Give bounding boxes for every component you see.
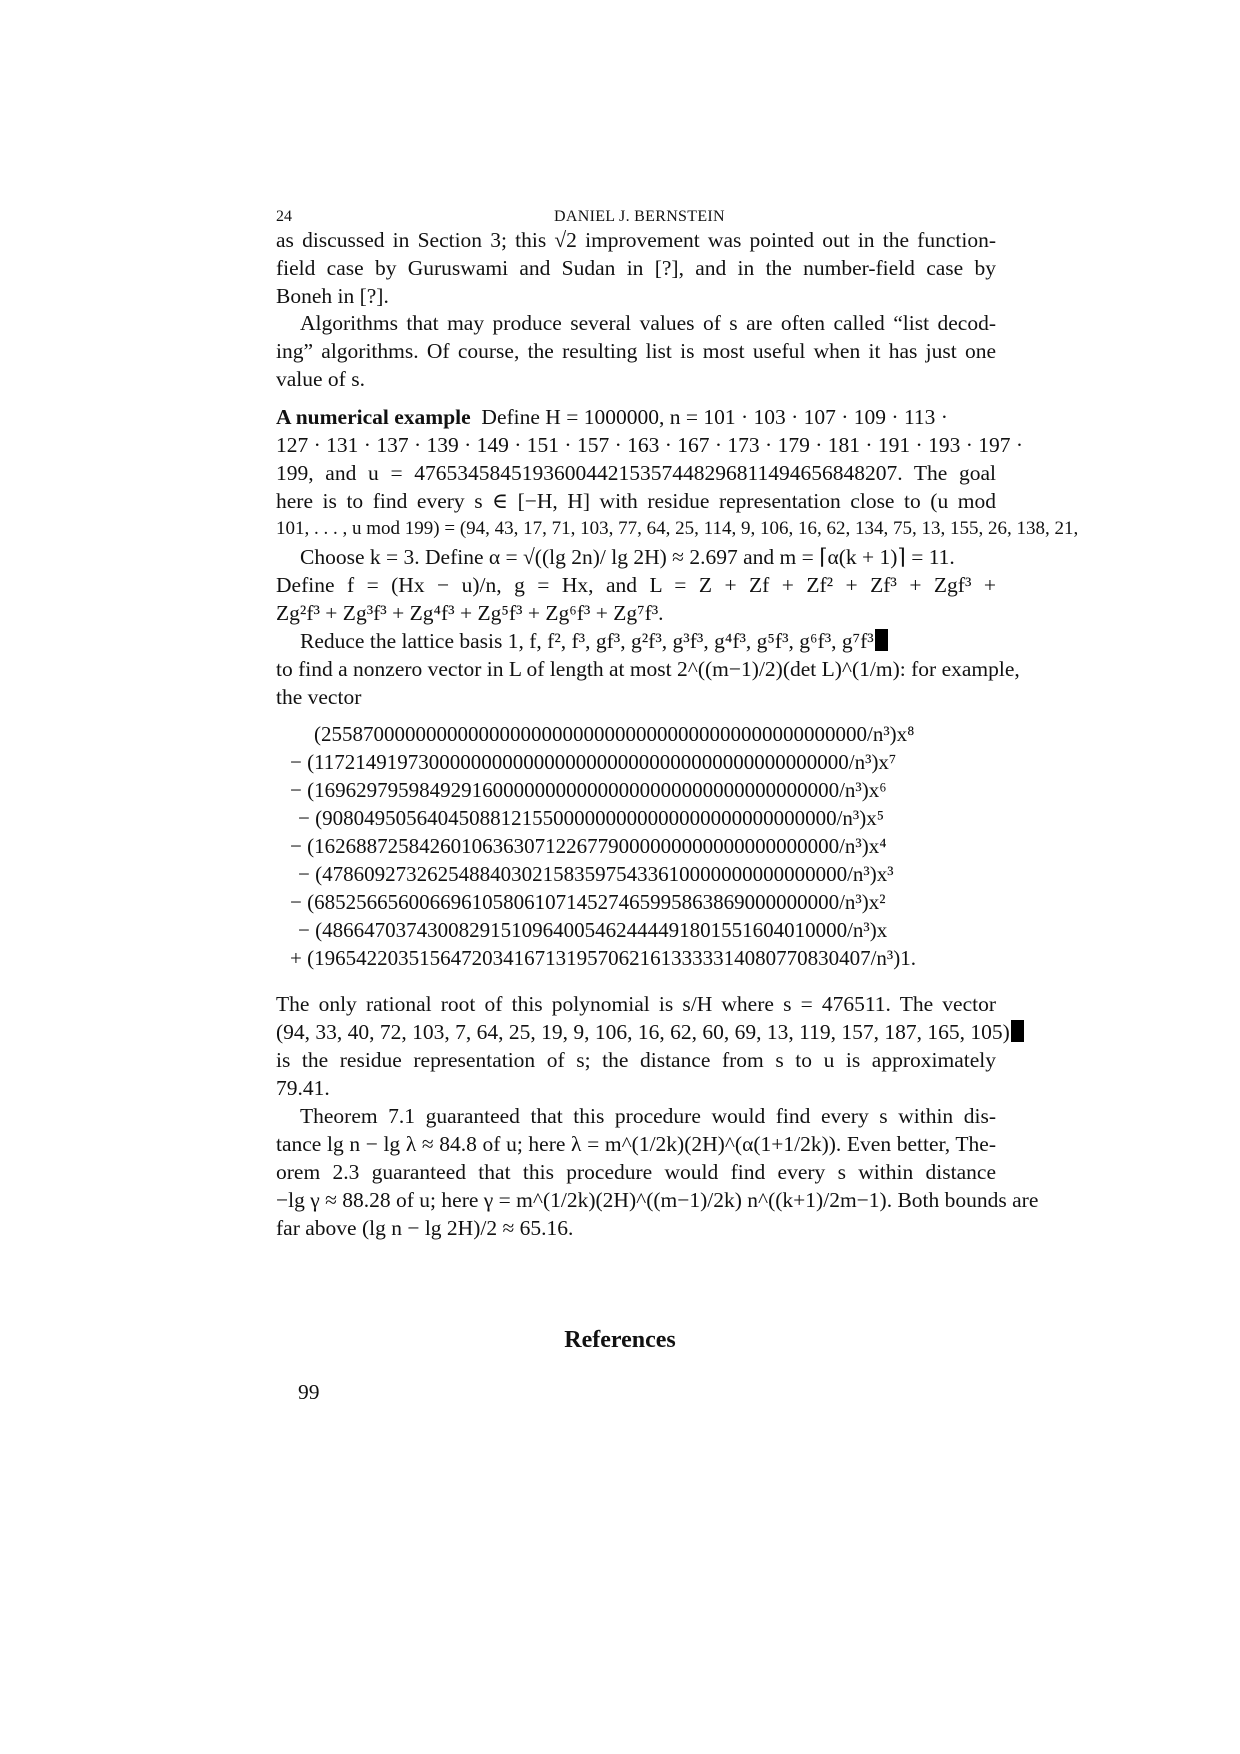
text-line: −lg γ ≈ 88.28 of u; here γ = m^(1/2k)(2H)^((m−1)/2k) n^((k+1)/2m−1). Both bounds are [276,1188,1039,1212]
reference-number: 99 [298,1380,320,1404]
text-line: 199, and u = 476534584519360044215357448296811494656848207. The goal [276,461,996,485]
numerical-example-paragraph [276,403,996,431]
polynomial-line: − (16962979598492916000000000000000000000000000000000/n³)x⁶ [290,778,887,802]
polynomial-line: + (19654220351564720341671319570621613333314080770830407/n³)1. [290,946,916,970]
polynomial-line: − (16268872584260106363071226779000000000000000000000/n³)x⁴ [290,834,887,858]
text-line: field case by Guruswami and Sudan in [?], and in the number-field case by [276,256,996,280]
text-line: 79.41. [276,1076,330,1100]
polynomial-line: − (48664703743008291510964005462444491801551604010000/n³)x [298,918,888,942]
text-line: here is to find every s ∈ [−H, H] with residue representation close to (u mod [276,489,996,513]
text-line: value of s. [276,367,365,391]
text-line: Zg²f³ + Zg³f³ + Zg⁴f³ + Zg⁵f³ + Zg⁶f³ + Zg⁷f³. [276,601,664,625]
text-line: ing” algorithms. Of course, the resulting list is most useful when it has just one [276,339,996,363]
basis-line [300,627,888,655]
polynomial-line: − (117214919730000000000000000000000000000000000000000/n³)x⁷ [290,750,897,774]
text-line: Boneh in [?]. [276,284,389,308]
text-line: Theorem 7.1 guaranteed that this procedure would find every s within dis- [300,1104,996,1128]
section-title-references: References [564,1327,676,1353]
text-line: orem 2.3 guaranteed that this procedure would find every s within distance [276,1160,996,1184]
text-line: the vector [276,685,362,709]
text-line: The only rational root of this polynomial is s/H where s = 476511. The vector [276,992,996,1016]
text-line: Reduce the lattice basis 1, f, f², f³, gf³, g²f³, g³f³, g⁴f³, g⁵f³, g⁶f³, g⁷f³ [300,629,874,653]
text-line: Define f = (Hx − u)/n, g = Hx, and L = Z + Zf + Zf² + Zf³ + Zgf³ + [276,573,996,597]
text-line: tance lg n − lg λ ≈ 84.8 of u; here λ = m^(1/2k)(2H)^(α(1+1/2k)). Even better, The- [276,1132,996,1156]
overfull-box-marker [875,629,888,651]
text-line: Define H = 1000000, n = 101 · 103 · 107 · 109 · 113 · [481,405,948,429]
overfull-box-marker [1011,1020,1024,1042]
text-line: (94, 33, 40, 72, 103, 7, 64, 25, 19, 9, 106, 16, 62, 60, 69, 13, 119, 157, 187, 165, 105) [276,1020,1010,1044]
text-line: to find a nonzero vector in L of length at most 2^((m−1)/2)(det L)^(1/m): for example, [276,657,1020,681]
polynomial-line: − (68525665600669610580610714527465995863869000000000/n³)x² [290,890,886,914]
text-line: Algorithms that may produce several values of s are often called “list decod- [300,311,996,335]
text-line: as discussed in Section 3; this √2 improvement was pointed out in the function- [276,228,996,252]
numerical-example-heading: A numerical example [276,405,471,429]
polynomial-line: − (9080495056404508812155000000000000000000000000000/n³)x⁵ [298,806,885,830]
text-line: far above (lg n − lg 2H)/2 ≈ 65.16. [276,1216,574,1240]
residue-vector-line [276,1018,1024,1046]
running-head: DANIEL J. BERNSTEIN [554,208,725,225]
page-number: 24 [276,208,292,225]
text-line: Choose k = 3. Define α = √((lg 2n)/ lg 2H) ≈ 2.697 and m = ⌈α(k + 1)⌉ = 11. [300,545,955,569]
polynomial-line: − (47860927326254884030215835975433610000000000000000/n³)x³ [298,862,894,886]
polynomial-line: (2558700000000000000000000000000000000000000000000000/n³)x⁸ [314,722,915,746]
text-line: 101, . . . , u mod 199) = (94, 43, 17, 71, 103, 77, 64, 25, 114, 9, 106, 16, 62, 134, 75, 13, 155, 26, 138, 21, [276,518,1079,539]
text-line: 127 · 131 · 137 · 139 · 149 · 151 · 157 · 163 · 167 · 173 · 179 · 181 · 191 · 193 · 197 · [276,433,1024,457]
text-line: is the residue representation of s; the distance from s to u is approximately [276,1048,996,1072]
